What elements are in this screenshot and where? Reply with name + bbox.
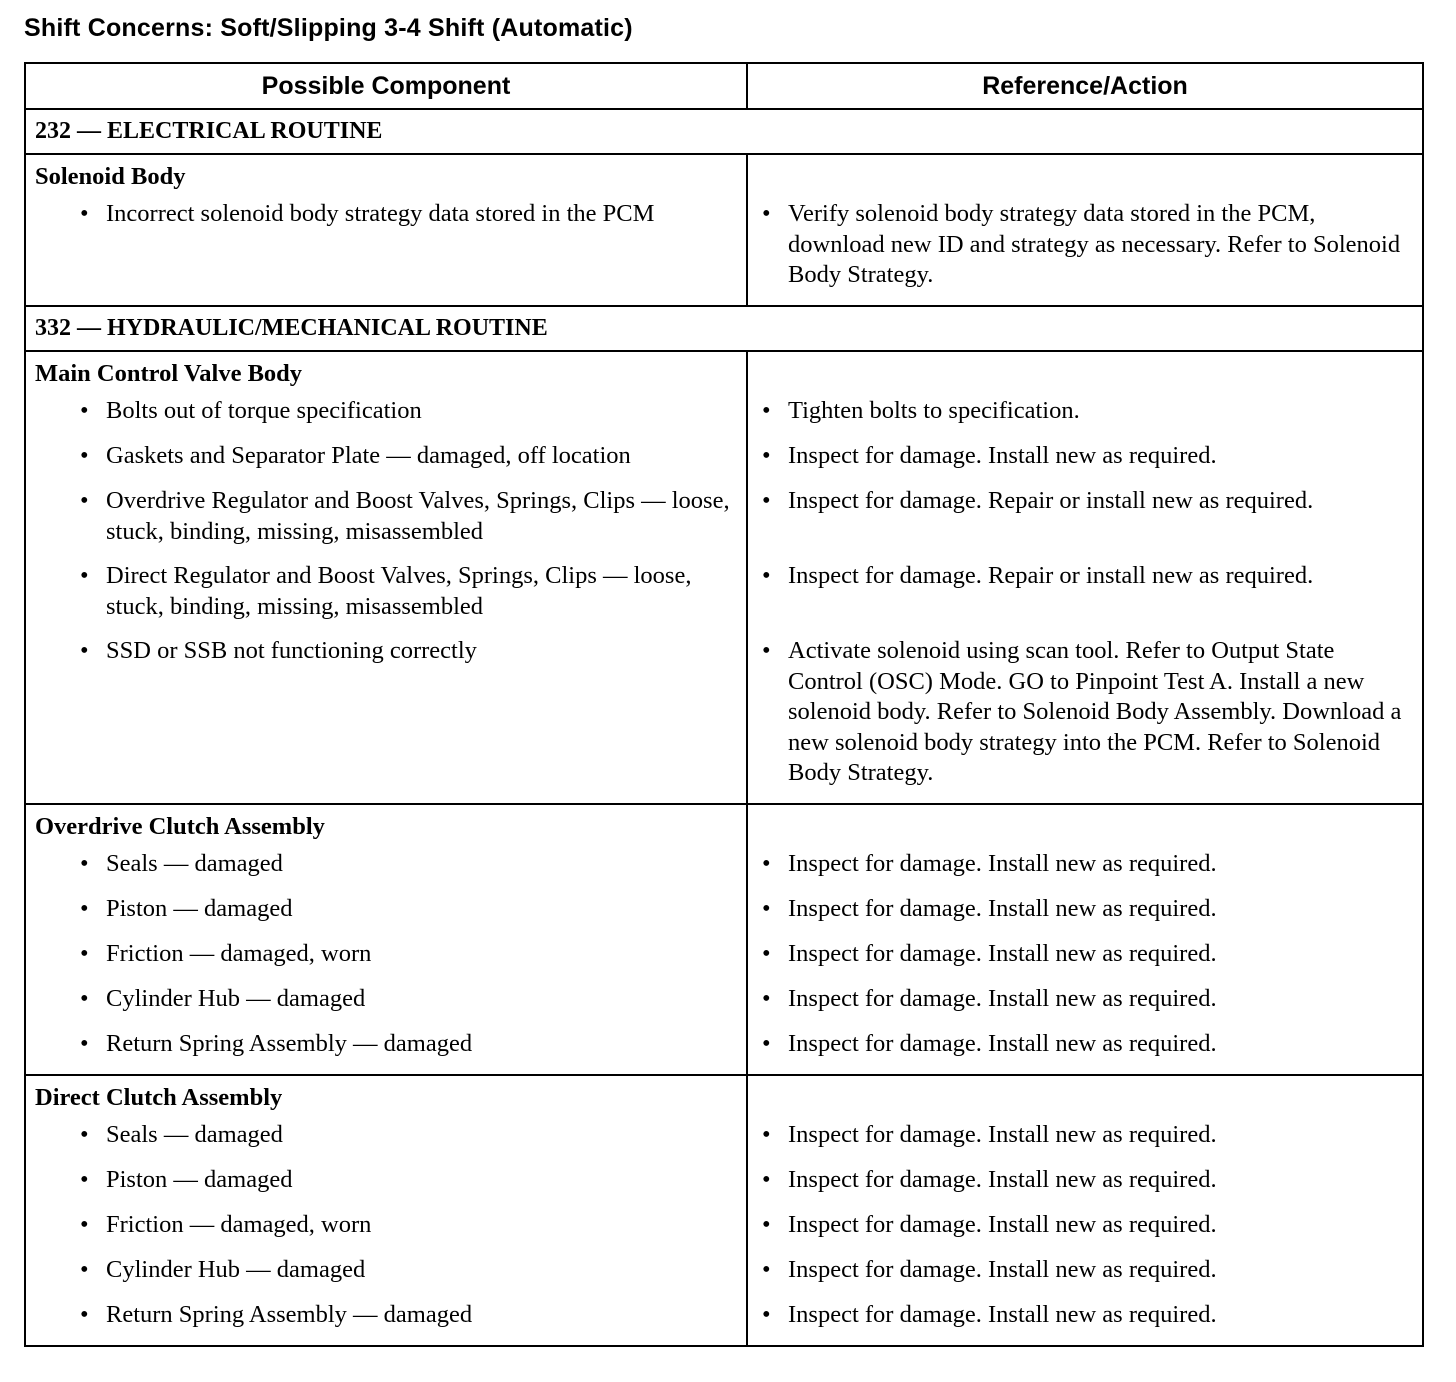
item-gap	[748, 622, 1422, 636]
table-header-row	[26, 64, 1422, 108]
cause-list-item	[26, 849, 746, 880]
cause-list-item	[26, 636, 746, 789]
item-gap	[748, 427, 1422, 441]
action-list-item	[748, 1165, 1422, 1196]
bullet-icon: •	[80, 397, 89, 424]
bullet-icon: •	[80, 895, 89, 922]
item-gap	[26, 1286, 746, 1300]
bullet-icon: •	[80, 442, 89, 469]
cause-text: Return Spring Assembly — damaged	[106, 1301, 473, 1328]
possible-component-cell	[26, 352, 748, 803]
cause-list-item	[26, 486, 746, 547]
reference-action-cell	[748, 1076, 1422, 1345]
action-text: Inspect for damage. Install new as required.	[788, 1030, 1217, 1057]
cause-text: Cylinder Hub — damaged	[106, 985, 366, 1012]
possible-component-cell	[26, 1076, 748, 1345]
bullet-icon: •	[762, 487, 771, 514]
bullet-icon: •	[80, 487, 89, 514]
component-name: Main Control Valve Body	[35, 360, 303, 387]
bullet-icon: •	[762, 1301, 771, 1328]
routine-heading: 332 — HYDRAULIC/MECHANICAL ROUTINE	[35, 315, 548, 341]
cause-text: Friction — damaged, worn	[106, 940, 372, 967]
action-list-item	[748, 849, 1422, 880]
component-name: Direct Clutch Assembly	[35, 1084, 283, 1111]
bullet-icon: •	[762, 200, 771, 227]
action-list-item	[748, 396, 1422, 427]
item-gap	[748, 1151, 1422, 1165]
cause-text: Bolts out of torque specification	[106, 397, 422, 424]
cause-text: Return Spring Assembly — damaged	[106, 1030, 473, 1057]
reference-action-cell	[748, 352, 1422, 803]
bullet-icon: •	[762, 1166, 771, 1193]
bullet-icon: •	[80, 1030, 89, 1057]
component-name-spacer	[748, 155, 1422, 199]
cause-list-item	[26, 396, 746, 427]
reference-action-cell	[748, 155, 1422, 305]
routine-heading: 232 — ELECTRICAL ROUTINE	[35, 118, 383, 144]
routine-row	[26, 108, 1422, 153]
bullet-icon: •	[80, 1301, 89, 1328]
possible-component-cell	[26, 805, 748, 1074]
bullet-icon: •	[762, 985, 771, 1012]
bullet-icon: •	[80, 850, 89, 877]
bullet-icon: •	[762, 1121, 771, 1148]
cause-list-item	[26, 1120, 746, 1151]
cause-list-item	[26, 1210, 746, 1241]
bullet-icon: •	[762, 1030, 771, 1057]
reference-action-cell	[748, 805, 1422, 1074]
cause-text: Piston — damaged	[106, 895, 293, 922]
item-gap	[748, 1241, 1422, 1255]
bullet-icon: •	[762, 850, 771, 877]
cause-list-item	[26, 441, 746, 472]
cause-text: Cylinder Hub — damaged	[106, 1256, 366, 1283]
action-list-item	[748, 441, 1422, 472]
item-gap	[748, 1286, 1422, 1300]
bullet-icon: •	[80, 1121, 89, 1148]
action-list-item	[748, 939, 1422, 970]
bullet-icon: •	[762, 940, 771, 967]
cause-text: Incorrect solenoid body strategy data stored in the PCM	[106, 200, 655, 227]
component-name: Overdrive Clutch Assembly	[35, 813, 325, 840]
action-text: Inspect for damage. Install new as required.	[788, 940, 1217, 967]
action-list-item	[748, 561, 1422, 622]
bullet-icon: •	[762, 562, 771, 589]
action-list-item	[748, 1210, 1422, 1241]
bullet-icon: •	[80, 1166, 89, 1193]
action-text: Tighten bolts to specification.	[788, 397, 1080, 424]
action-list-item	[748, 486, 1422, 547]
action-text: Inspect for damage. Install new as required.	[788, 1121, 1217, 1148]
action-text: Inspect for damage. Install new as required.	[788, 1301, 1217, 1328]
bullet-icon: •	[80, 637, 89, 664]
row-bottom-gap	[26, 291, 746, 305]
item-gap	[26, 925, 746, 939]
component-group-row	[26, 153, 1422, 305]
item-gap	[748, 547, 1422, 561]
row-bottom-gap	[748, 1060, 1422, 1074]
action-text: Inspect for damage. Repair or install new as required.	[788, 562, 1314, 589]
cause-text: Gaskets and Separator Plate — damaged, off location	[106, 442, 631, 469]
cause-text: Overdrive Regulator and Boost Valves, Springs, Clips — loose, stuck, binding, missing, misassembled	[106, 487, 730, 545]
action-list-item	[748, 1255, 1422, 1286]
item-gap	[748, 970, 1422, 984]
row-bottom-gap	[26, 1331, 746, 1345]
action-text: Inspect for damage. Install new as required.	[788, 1166, 1217, 1193]
component-group-row	[26, 803, 1422, 1074]
item-gap	[26, 880, 746, 894]
row-bottom-gap	[748, 1331, 1422, 1345]
bullet-icon: •	[762, 1211, 771, 1238]
component-name-spacer	[748, 1076, 1422, 1120]
item-gap	[26, 1241, 746, 1255]
action-text: Inspect for damage. Install new as required.	[788, 985, 1217, 1012]
component-name-spacer	[748, 352, 1422, 396]
component-name-spacer	[748, 805, 1422, 849]
cause-list-item	[26, 1165, 746, 1196]
page-title: Shift Concerns: Soft/Slipping 3-4 Shift (Automatic)	[24, 14, 633, 42]
component-name: Solenoid Body	[35, 163, 186, 190]
item-gap	[26, 1151, 746, 1165]
item-gap	[26, 1196, 746, 1210]
shift-concerns-table	[24, 62, 1424, 1347]
item-gap	[26, 472, 746, 486]
cause-text: SSD or SSB not functioning correctly	[106, 637, 477, 664]
routine-row	[26, 305, 1422, 350]
cause-list-item	[26, 939, 746, 970]
item-gap	[748, 1015, 1422, 1029]
cause-text: Direct Regulator and Boost Valves, Springs, Clips — loose, stuck, binding, missing, misassembled	[106, 562, 692, 620]
action-text: Inspect for damage. Install new as required.	[788, 1256, 1217, 1283]
action-list-item	[748, 1120, 1422, 1151]
cause-text: Friction — damaged, worn	[106, 1211, 372, 1238]
action-list-item	[748, 636, 1422, 789]
row-bottom-gap	[26, 789, 746, 803]
row-bottom-gap	[26, 1060, 746, 1074]
bullet-icon: •	[80, 200, 89, 227]
cause-list-item	[26, 199, 746, 291]
possible-component-cell	[26, 155, 748, 305]
component-group-row	[26, 350, 1422, 803]
item-gap	[748, 1196, 1422, 1210]
cause-list-item	[26, 894, 746, 925]
action-text: Inspect for damage. Install new as required.	[788, 442, 1217, 469]
cause-text: Seals — damaged	[106, 850, 283, 877]
component-group-row	[26, 1074, 1422, 1345]
item-gap	[26, 970, 746, 984]
cause-list-item	[26, 1255, 746, 1286]
item-gap	[748, 880, 1422, 894]
item-gap	[748, 472, 1422, 486]
bullet-icon: •	[80, 562, 89, 589]
bullet-icon: •	[762, 1256, 771, 1283]
action-text: Inspect for damage. Install new as required.	[788, 850, 1217, 877]
action-list-item	[748, 1300, 1422, 1331]
item-gap	[26, 427, 746, 441]
bullet-icon: •	[80, 940, 89, 967]
bullet-icon: •	[80, 985, 89, 1012]
cause-list-item	[26, 984, 746, 1015]
row-bottom-gap	[748, 789, 1422, 803]
bullet-icon: •	[762, 637, 771, 664]
item-gap	[26, 547, 746, 561]
cause-list-item	[26, 1300, 746, 1331]
bullet-icon: •	[80, 1256, 89, 1283]
bullet-icon: •	[762, 442, 771, 469]
bullet-icon: •	[762, 895, 771, 922]
column-header-reference-action: Reference/Action	[982, 72, 1188, 100]
action-list-item	[748, 984, 1422, 1015]
action-text: Activate solenoid using scan tool. Refer to Output State Control (OSC) Mode. GO to Pinpoint Test A. Install a new solenoid body. Refer to Solenoid Body Assembly. Download a new solenoid body strategy into the PCM. Refer to Solenoid Body Strategy.	[788, 637, 1402, 786]
column-header-possible-component: Possible Component	[26, 64, 748, 108]
cause-list-item	[26, 1029, 746, 1060]
bullet-icon: •	[762, 397, 771, 424]
cause-text: Piston — damaged	[106, 1166, 293, 1193]
item-gap	[26, 622, 746, 636]
action-text: Verify solenoid body strategy data stored in the PCM, download new ID and strategy as necessary. Refer to Solenoid Body Strategy.	[788, 200, 1401, 288]
action-text: Inspect for damage. Repair or install new as required.	[788, 487, 1314, 514]
action-list-item	[748, 894, 1422, 925]
cause-text: Seals — damaged	[106, 1121, 283, 1148]
action-text: Inspect for damage. Install new as required.	[788, 1211, 1217, 1238]
cause-list-item	[26, 561, 746, 622]
item-gap	[26, 1015, 746, 1029]
bullet-icon: •	[80, 1211, 89, 1238]
action-text: Inspect for damage. Install new as required.	[788, 895, 1217, 922]
action-list-item	[748, 199, 1422, 291]
item-gap	[748, 925, 1422, 939]
action-list-item	[748, 1029, 1422, 1060]
row-bottom-gap	[748, 291, 1422, 305]
